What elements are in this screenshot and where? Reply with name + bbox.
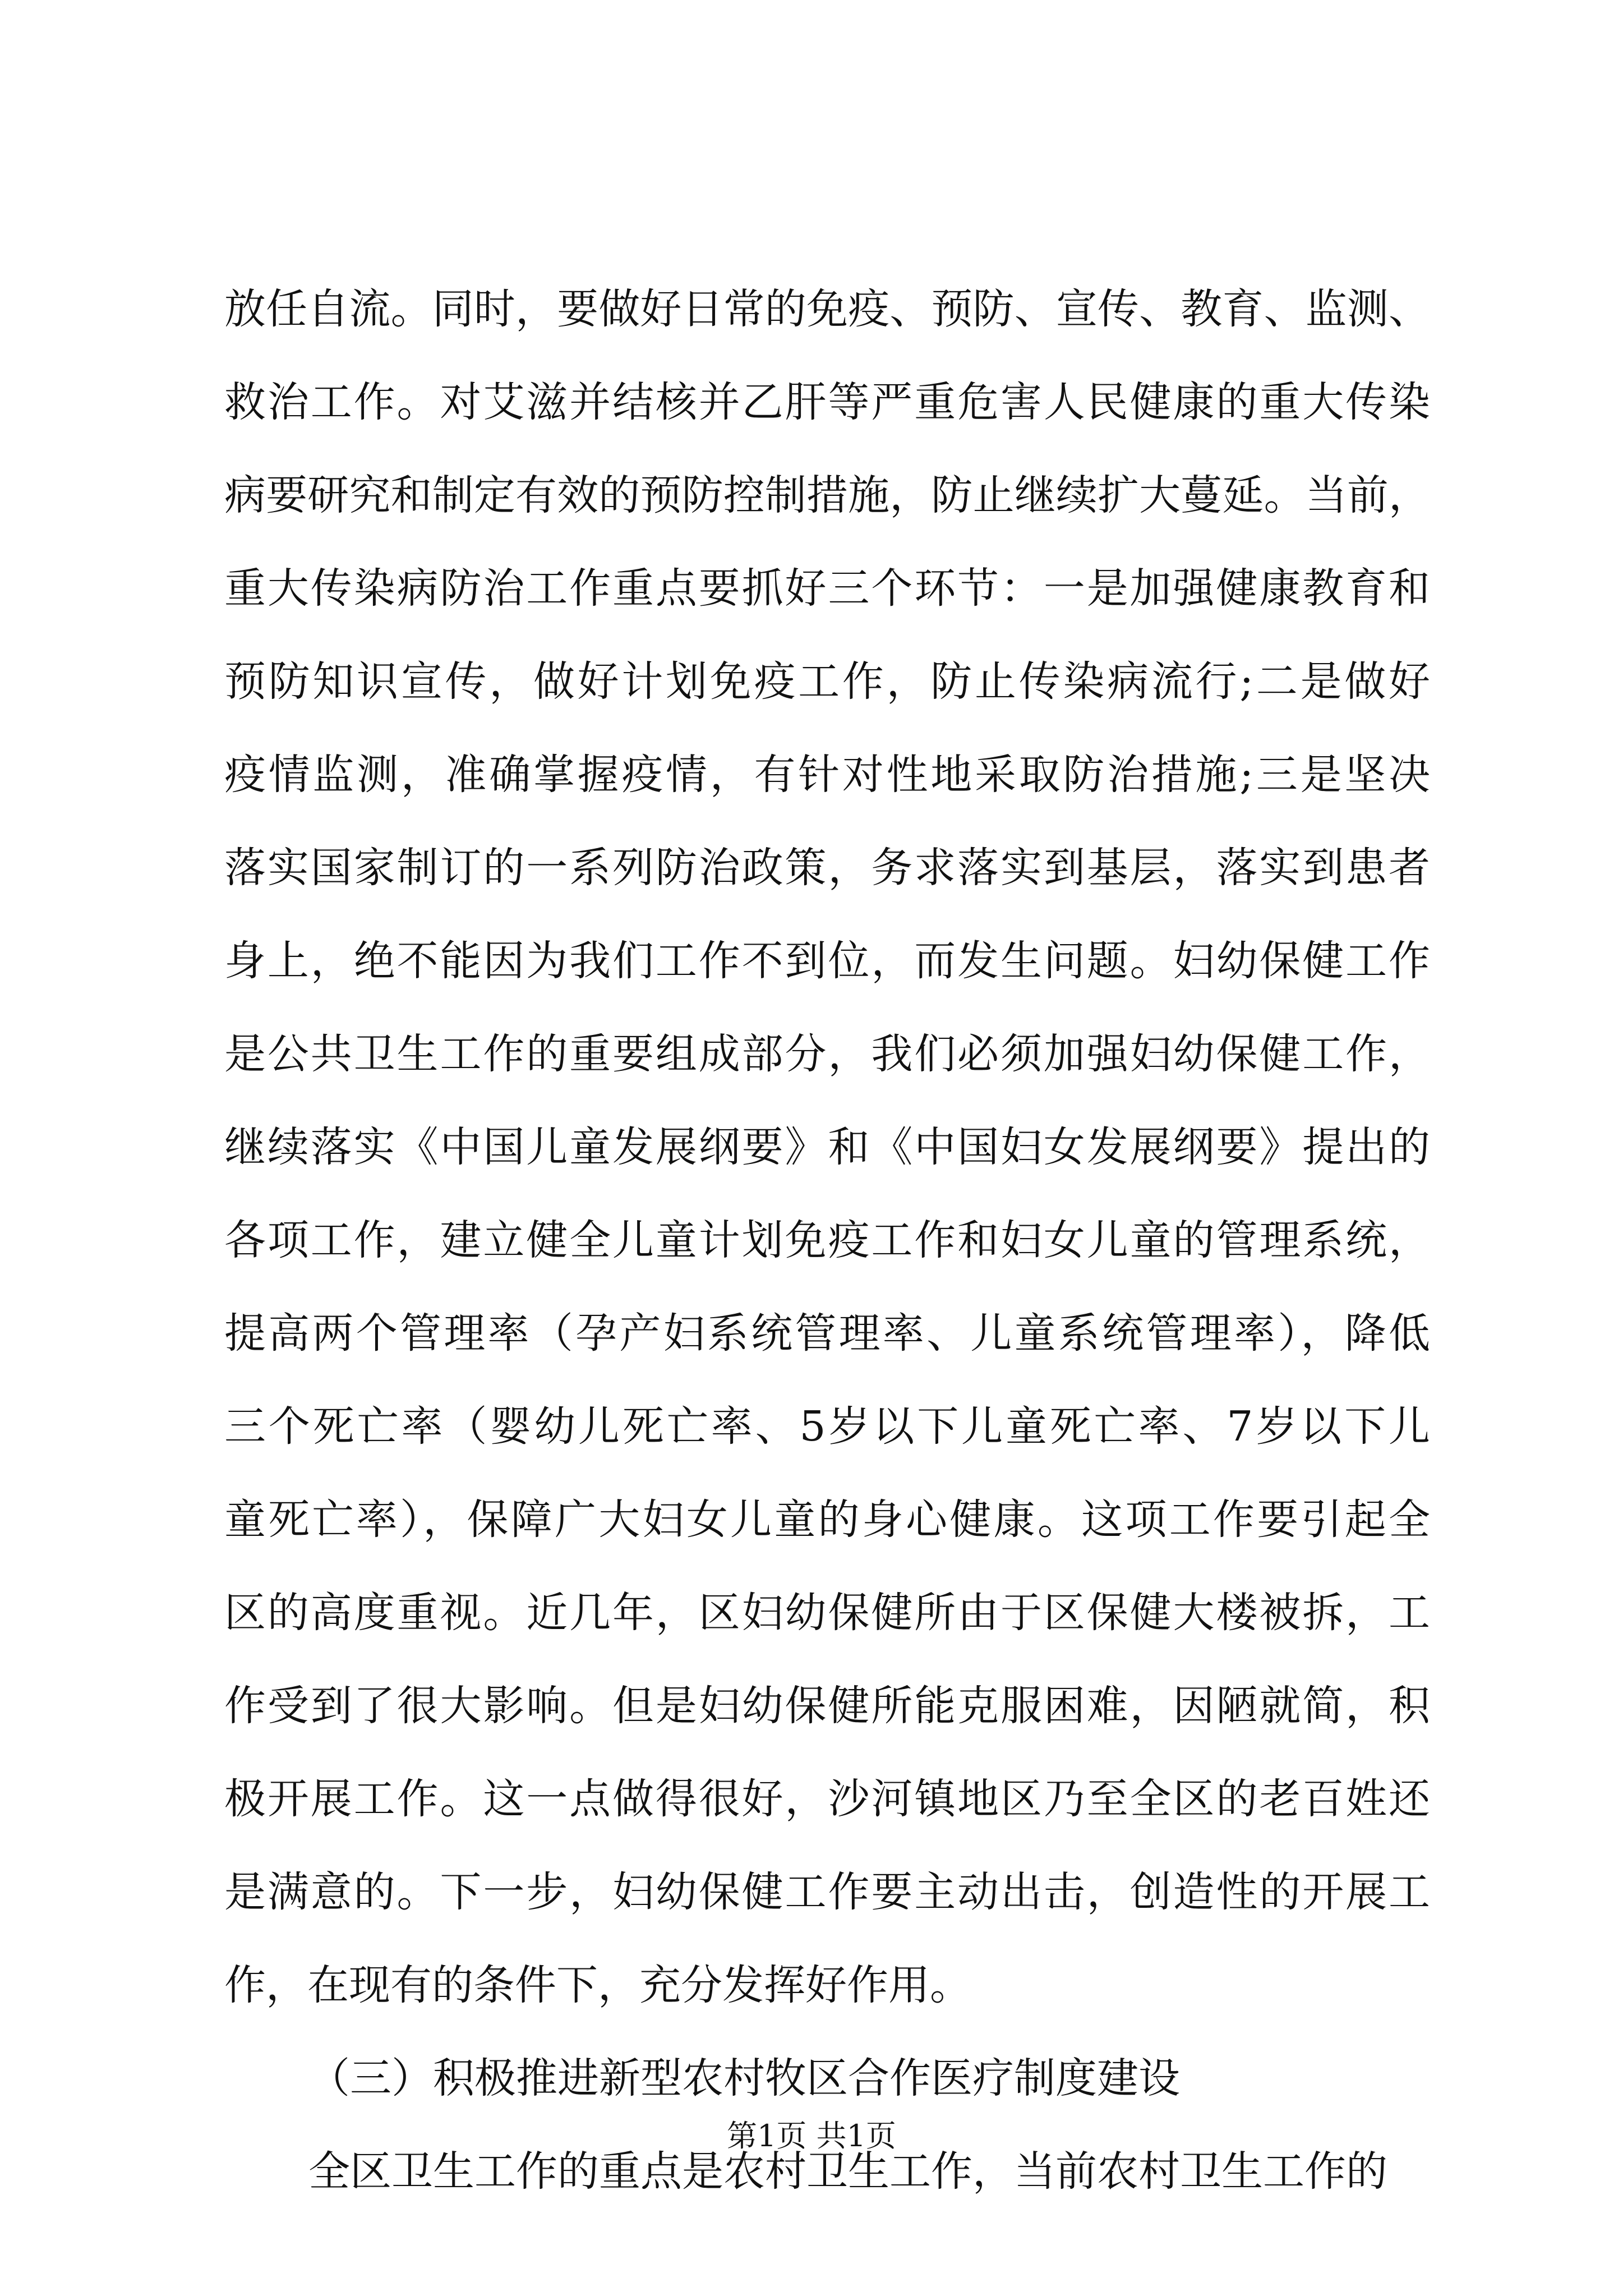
- text-line: 各项工作，建立健全儿童计划免疫工作和妇女儿童的管理系统，: [224, 1216, 1430, 1264]
- text-line: 极开展工作。这一点做得很好，沙河镇地区乃至全区的老百姓还: [224, 1775, 1430, 1823]
- text-line: 重大传染病防治工作重点要抓好三个环节：一是加强健康教育和: [224, 564, 1430, 613]
- text-line: 童死亡率），保障广大妇女儿童的身心健康。这项工作要引起全: [224, 1496, 1430, 1544]
- text-line: 三个死亡率（婴幼儿死亡率、5岁以下儿童死亡率、7岁以下儿: [224, 1402, 1430, 1451]
- text-line: 是满意的。下一步，妇幼保健工作要主动出击，创造性的开展工: [224, 1868, 1430, 1916]
- paragraph-start: 全区卫生工作的重点是农村卫生工作，当前农村卫生工作的: [308, 2147, 1387, 2196]
- text-line: 是公共卫生工作的重要组成部分，我们必须加强妇幼保健工作，: [224, 1030, 1430, 1078]
- text-line: 落实国家制订的一系列防治政策，务求落实到基层，落实到患者: [224, 844, 1430, 892]
- text-line: 放任自流。同时，要做好日常的免疫、预防、宣传、教育、监测、: [224, 285, 1430, 333]
- text-line: 预防知识宣传，做好计划免疫工作，防止传染病流行;二是做好: [224, 657, 1430, 706]
- text-line: 救治工作。对艾滋并结核并乙肝等严重危害人民健康的重大传染: [224, 378, 1430, 426]
- text-line: 病要研究和制定有效的预防控制措施，防止继续扩大蔓延。当前，: [224, 471, 1430, 519]
- document-body: [224, 263, 1430, 2218]
- text-line: 区的高度重视。近几年，区妇幼保健所由于区保健大楼被拆，工: [224, 1589, 1430, 1637]
- text-line: 身上，绝不能因为我们工作不到位，而发生问题。妇幼保健工作: [224, 937, 1430, 985]
- text-line: 疫情监测，准确掌握疫情，有针对性地采取防治措施;三是坚决: [224, 751, 1430, 799]
- text-line: 提高两个管理率（孕产妇系统管理率、儿童系统管理率），降低: [224, 1309, 1430, 1358]
- text-line: 作受到了很大影响。但是妇幼保健所能克服困难，因陋就简，积: [224, 1682, 1430, 1730]
- text-line: 继续落实《中国儿童发展纲要》和《中国妇女发展纲要》提出的: [224, 1123, 1430, 1171]
- page-footer: 第1页 共1页: [727, 2118, 896, 2154]
- text-line: 作，在现有的条件下，充分发挥好作用。: [224, 1961, 971, 2009]
- section-heading: （三）积极推进新型农村牧区合作医疗制度建设: [308, 2054, 1180, 2102]
